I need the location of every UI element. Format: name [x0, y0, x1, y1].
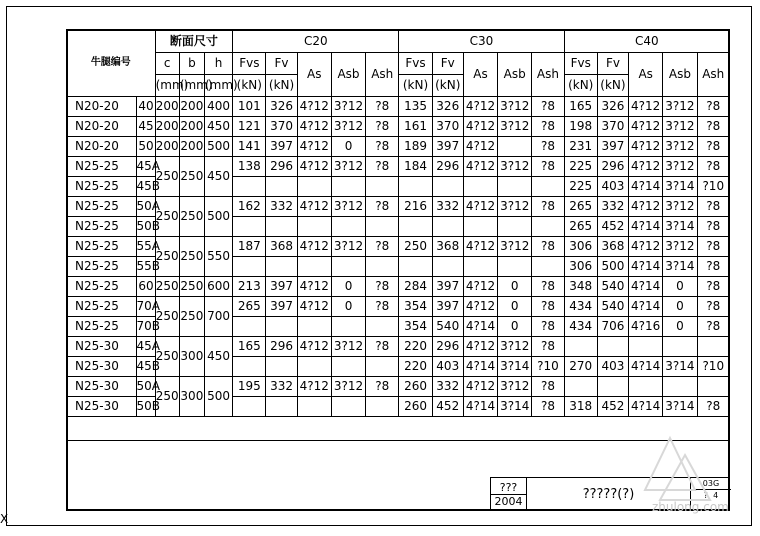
- c30-value: 4?14: [463, 397, 497, 417]
- c30-value: 332: [432, 377, 463, 397]
- c30-value: 397: [432, 277, 463, 297]
- c20-value: 0: [331, 297, 365, 317]
- c20-value: 3?12: [331, 337, 365, 357]
- c30-value: 370: [432, 117, 463, 137]
- title-block-page-a: ?: [703, 491, 709, 500]
- c20-value: 3?12: [331, 97, 365, 117]
- section-unit: (mm): [155, 75, 179, 97]
- c20-value: 332: [266, 197, 297, 217]
- title-block-label: [491, 478, 527, 511]
- c30-value: 403: [432, 357, 463, 377]
- c30-value: 4?12: [463, 117, 497, 137]
- section-dim: 250: [179, 157, 204, 197]
- bracket-code: N20-20: [67, 97, 137, 117]
- c20-value: 296: [266, 337, 297, 357]
- bracket-code: N25-30: [67, 397, 137, 417]
- column-header-ash: Ash: [697, 53, 729, 97]
- section-dim: 200: [179, 97, 204, 117]
- c40-value: 265: [564, 197, 597, 217]
- c40-value: 231: [564, 137, 597, 157]
- c30-value: 4?12: [463, 277, 497, 297]
- title-block-title: ?????(?): [527, 478, 691, 511]
- c30-value: 0: [498, 317, 532, 337]
- c40-value: 540: [597, 297, 628, 317]
- section-dim: 250: [155, 197, 179, 237]
- c30-value: 216: [399, 197, 432, 217]
- bracket-suffix: 45: [136, 117, 155, 137]
- c40-value: 3?14: [663, 177, 697, 197]
- bracket-code: N25-25: [67, 177, 137, 197]
- c30-value: 161: [399, 117, 432, 137]
- c20-value: ?8: [366, 237, 399, 257]
- c30-value: 4?12: [463, 157, 497, 177]
- c30-value: 4?12: [463, 197, 497, 217]
- c30-value: 397: [432, 137, 463, 157]
- section-dim: 250: [179, 297, 204, 337]
- c30-value: 3?12: [498, 157, 532, 177]
- c20-value: 4?12: [297, 197, 331, 217]
- c30-value: ?8: [532, 277, 564, 297]
- c40-value: 0: [663, 277, 697, 297]
- c30-value: 3?12: [498, 197, 532, 217]
- c40-value: ?8: [697, 257, 729, 277]
- c30-value: 260: [399, 377, 432, 397]
- column-header-fvs: Fvs: [233, 53, 266, 75]
- c40-value: ?8: [697, 317, 729, 337]
- bracket-code: N25-25: [67, 157, 137, 177]
- column-header-asb: Asb: [663, 53, 697, 97]
- c30-value: 4?12: [463, 297, 497, 317]
- c20-value: 213: [233, 277, 266, 297]
- bracket-suffix: 70B: [136, 317, 155, 337]
- c40-value: 3?12: [663, 117, 697, 137]
- c30-value: 189: [399, 137, 432, 157]
- c20-value: 4?12: [297, 277, 331, 297]
- c40-value: 4?14: [629, 217, 663, 237]
- c30-value: ?8: [532, 397, 564, 417]
- c30-value: 3?14: [498, 357, 532, 377]
- c20-value: 4?12: [297, 97, 331, 117]
- c40-value: 4?16: [629, 317, 663, 337]
- c30-value: 4?12: [463, 97, 497, 117]
- c40-value: ?8: [697, 297, 729, 317]
- c40-value: 306: [564, 237, 597, 257]
- column-header-ash: Ash: [366, 53, 399, 97]
- c30-value: 452: [432, 397, 463, 417]
- section-dim: 250: [155, 237, 179, 277]
- c30-value: 4?12: [463, 337, 497, 357]
- c40-value: ?10: [697, 357, 729, 377]
- c40-value: 265: [564, 217, 597, 237]
- c40-value: 198: [564, 117, 597, 137]
- c30-value: 284: [399, 277, 432, 297]
- c40-value: 500: [597, 257, 628, 277]
- c40-value: 4?14: [629, 257, 663, 277]
- section-dim: 200: [155, 97, 179, 117]
- column-unit: (kN): [597, 75, 628, 97]
- bracket-suffix: 45A: [136, 157, 155, 177]
- c40-value: 4?12: [629, 137, 663, 157]
- c20-value: ?8: [366, 117, 399, 137]
- column-header-asb: Asb: [498, 53, 532, 97]
- bracket-suffix: 50B: [136, 397, 155, 417]
- c20-value: 4?12: [297, 377, 331, 397]
- c40-value: 4?14: [629, 297, 663, 317]
- c20-value: 187: [233, 237, 266, 257]
- bracket-suffix: 45B: [136, 357, 155, 377]
- c20-value: 3?12: [331, 157, 365, 177]
- c20-value: ?8: [366, 157, 399, 177]
- section-dim: 200: [155, 117, 179, 137]
- c30-value: 3?12: [498, 377, 532, 397]
- c30-value: 368: [432, 237, 463, 257]
- section-dim: 200: [179, 137, 204, 157]
- c30-value: 184: [399, 157, 432, 177]
- bracket-code: N25-25: [67, 297, 137, 317]
- section-dim: 250: [179, 197, 204, 237]
- c40-value: 403: [597, 177, 628, 197]
- bracket-suffix: 50A: [136, 377, 155, 397]
- c40-value: 4?14: [629, 177, 663, 197]
- c40-value: ?8: [697, 97, 729, 117]
- c30-value: 397: [432, 297, 463, 317]
- bracket-code: N25-25: [67, 257, 137, 277]
- column-unit: (kN): [399, 75, 432, 97]
- c20-value: 3?12: [331, 377, 365, 397]
- c30-value: 250: [399, 237, 432, 257]
- c30-value: 354: [399, 297, 432, 317]
- column-header-fv: Fv: [597, 53, 628, 75]
- group-header-c20: C20: [233, 30, 399, 53]
- c20-value: 332: [266, 377, 297, 397]
- bracket-code: N25-25: [67, 237, 137, 257]
- c30-value: 540: [432, 317, 463, 337]
- column-header-asb: Asb: [331, 53, 365, 97]
- c30-value: 4?12: [463, 377, 497, 397]
- c20-value: 4?12: [297, 297, 331, 317]
- c40-value: 4?12: [629, 97, 663, 117]
- c40-value: 306: [564, 257, 597, 277]
- c40-value: 0: [663, 297, 697, 317]
- c40-value: ?8: [697, 217, 729, 237]
- c30-value: ?8: [532, 117, 564, 137]
- c30-value: ?8: [532, 337, 564, 357]
- title-block-year: 2004: [491, 494, 526, 508]
- c40-value: 4?12: [629, 117, 663, 137]
- c40-value: 4?12: [629, 157, 663, 177]
- c20-value: 3?12: [331, 197, 365, 217]
- c30-value: ?8: [532, 297, 564, 317]
- c30-value: 4?14: [463, 357, 497, 377]
- c40-value: 4?14: [629, 397, 663, 417]
- column-unit: (kN): [233, 75, 266, 97]
- c20-value: 397: [266, 277, 297, 297]
- section-unit: (mm): [179, 75, 204, 97]
- section-dim: 500: [204, 137, 232, 157]
- c40-value: 3?12: [663, 237, 697, 257]
- c40-value: ?8: [697, 237, 729, 257]
- c30-value: 4?12: [463, 137, 497, 157]
- c20-value: 138: [233, 157, 266, 177]
- c40-value: 4?12: [629, 237, 663, 257]
- c20-value: 4?12: [297, 117, 331, 137]
- c40-value: 318: [564, 397, 597, 417]
- c40-value: 3?14: [663, 217, 697, 237]
- c40-value: 403: [597, 357, 628, 377]
- c40-value: 706: [597, 317, 628, 337]
- c30-value: ?8: [532, 97, 564, 117]
- section-dim: 450: [204, 117, 232, 137]
- c40-value: 4?12: [629, 197, 663, 217]
- c40-value: 225: [564, 177, 597, 197]
- section-header: 断面尺寸: [155, 30, 233, 53]
- column-header-fv: Fv: [432, 53, 463, 75]
- c40-value: 296: [597, 157, 628, 177]
- section-dim: 500: [204, 377, 232, 417]
- c40-value: 3?14: [663, 257, 697, 277]
- c20-value: 326: [266, 97, 297, 117]
- c40-value: ?10: [697, 177, 729, 197]
- c20-value: 162: [233, 197, 266, 217]
- c30-value: 296: [432, 337, 463, 357]
- c20-value: 3?12: [331, 237, 365, 257]
- c40-value: 3?14: [663, 357, 697, 377]
- c30-value: 220: [399, 337, 432, 357]
- c20-value: ?8: [366, 197, 399, 217]
- c30-value: ?8: [532, 317, 564, 337]
- c20-value: ?8: [366, 97, 399, 117]
- section-dim: 250: [155, 157, 179, 197]
- column-header-fvs: Fvs: [399, 53, 432, 75]
- bracket-suffix: 50: [136, 137, 155, 157]
- c30-value: 0: [498, 297, 532, 317]
- column-unit: (kN): [564, 75, 597, 97]
- c30-value: ?10: [532, 357, 564, 377]
- c40-value: ?8: [697, 277, 729, 297]
- c20-value: 368: [266, 237, 297, 257]
- column-header-as: As: [463, 53, 497, 97]
- section-dim: 250: [179, 237, 204, 277]
- section-unit: (mm): [204, 75, 232, 97]
- c40-value: ?8: [697, 397, 729, 417]
- c30-value: ?8: [532, 137, 564, 157]
- bracket-suffix: 55B: [136, 257, 155, 277]
- c30-value: 332: [432, 197, 463, 217]
- c30-value: 296: [432, 157, 463, 177]
- section-dim: 300: [179, 337, 204, 377]
- c20-value: 4?12: [297, 137, 331, 157]
- c40-value: 3?12: [663, 197, 697, 217]
- c30-value: 135: [399, 97, 432, 117]
- margin-mark: X: [0, 512, 9, 526]
- c20-value: 397: [266, 137, 297, 157]
- column-unit: (kN): [432, 75, 463, 97]
- c40-value: 3?12: [663, 137, 697, 157]
- c30-value: ?8: [532, 197, 564, 217]
- c30-value: 326: [432, 97, 463, 117]
- column-header-as: As: [297, 53, 331, 97]
- watermark-text: zhulong.com: [652, 500, 729, 514]
- column-header-ash: Ash: [532, 53, 564, 97]
- section-dim: 600: [204, 277, 232, 297]
- c20-value: ?8: [366, 337, 399, 357]
- title-block-page-b: 4: [713, 491, 719, 500]
- section-dim: 550: [204, 237, 232, 277]
- c30-value: 0: [498, 277, 532, 297]
- bracket-code: N25-30: [67, 357, 137, 377]
- c40-value: 326: [597, 97, 628, 117]
- section-col-header: b: [179, 53, 204, 75]
- section-col-header: c: [155, 53, 179, 75]
- code-header: 牛腿编号: [67, 30, 156, 97]
- section-dim: 250: [179, 277, 204, 297]
- bracket-code: N25-25: [67, 277, 137, 297]
- c20-value: 165: [233, 337, 266, 357]
- c20-value: 121: [233, 117, 266, 137]
- c30-value: ?8: [532, 377, 564, 397]
- section-dim: 200: [155, 137, 179, 157]
- c20-value: 4?12: [297, 337, 331, 357]
- c30-value: 220: [399, 357, 432, 377]
- c30-value: 3?14: [498, 397, 532, 417]
- c30-value: ?8: [532, 157, 564, 177]
- c20-value: ?8: [366, 297, 399, 317]
- c40-value: ?8: [697, 117, 729, 137]
- c30-value: 3?12: [498, 97, 532, 117]
- bracket-code: N25-25: [67, 217, 137, 237]
- section-dim: 500: [204, 197, 232, 237]
- column-header-fvs: Fvs: [564, 53, 597, 75]
- c40-value: 452: [597, 217, 628, 237]
- c20-value: 265: [233, 297, 266, 317]
- c40-value: 4?14: [629, 357, 663, 377]
- section-dim: 300: [179, 377, 204, 417]
- c20-value: 4?12: [297, 157, 331, 177]
- c40-value: 452: [597, 397, 628, 417]
- bracket-code: N25-30: [67, 337, 137, 357]
- section-dim: 200: [179, 117, 204, 137]
- bracket-suffix: 40: [136, 97, 155, 117]
- c40-value: 4?14: [629, 277, 663, 297]
- c20-value: ?8: [366, 277, 399, 297]
- c40-value: 370: [597, 117, 628, 137]
- c20-value: 195: [233, 377, 266, 397]
- bracket-code: N20-20: [67, 117, 137, 137]
- c20-value: 0: [331, 277, 365, 297]
- bracket-code: N20-20: [67, 137, 137, 157]
- c40-value: 368: [597, 237, 628, 257]
- c40-value: 332: [597, 197, 628, 217]
- c40-value: ?8: [697, 137, 729, 157]
- bracket-suffix: 45B: [136, 177, 155, 197]
- section-dim: 250: [155, 297, 179, 337]
- c20-value: 141: [233, 137, 266, 157]
- section-dim: 450: [204, 337, 232, 377]
- c30-value: 4?12: [463, 237, 497, 257]
- c20-value: 296: [266, 157, 297, 177]
- c20-value: 3?12: [331, 117, 365, 137]
- column-unit: (kN): [266, 75, 297, 97]
- c20-value: ?8: [366, 137, 399, 157]
- c20-value: 370: [266, 117, 297, 137]
- section-col-header: h: [204, 53, 232, 75]
- bracket-suffix: 50B: [136, 217, 155, 237]
- section-dim: 250: [155, 337, 179, 377]
- section-dim: 450: [204, 157, 232, 197]
- c40-value: 397: [597, 137, 628, 157]
- c40-value: ?8: [697, 157, 729, 177]
- c40-value: 3?14: [663, 397, 697, 417]
- section-dim: 250: [155, 377, 179, 417]
- c30-value: 3?12: [498, 117, 532, 137]
- c30-value: 3?12: [498, 337, 532, 357]
- bracket-code: N25-25: [67, 317, 137, 337]
- bracket-code: N25-25: [67, 197, 137, 217]
- c20-value: 0: [331, 137, 365, 157]
- bracket-suffix: 45A: [136, 337, 155, 357]
- group-header-c40: C40: [564, 30, 729, 53]
- c40-value: 434: [564, 297, 597, 317]
- c20-value: ?8: [366, 377, 399, 397]
- c30-value: 3?12: [498, 237, 532, 257]
- column-header-fv: Fv: [266, 53, 297, 75]
- title-block-ref-top: 03G: [691, 478, 731, 490]
- bracket-code: N25-30: [67, 377, 137, 397]
- c40-value: 540: [597, 277, 628, 297]
- c40-value: 3?12: [663, 97, 697, 117]
- c20-value: 101: [233, 97, 266, 117]
- c40-value: 3?12: [663, 157, 697, 177]
- title-block-label-top: ???: [499, 481, 518, 494]
- section-dim: 700: [204, 297, 232, 337]
- c30-value: 260: [399, 397, 432, 417]
- section-dim: 400: [204, 97, 232, 117]
- section-dim: 250: [155, 277, 179, 297]
- c30-value: 354: [399, 317, 432, 337]
- c20-value: 397: [266, 297, 297, 317]
- c40-value: 225: [564, 157, 597, 177]
- c40-value: 165: [564, 97, 597, 117]
- bracket-suffix: 50A: [136, 197, 155, 217]
- c40-value: 348: [564, 277, 597, 297]
- c40-value: 270: [564, 357, 597, 377]
- group-header-c30: C30: [399, 30, 564, 53]
- bracket-suffix: 70A: [136, 297, 155, 317]
- c30-value: ?8: [532, 237, 564, 257]
- c20-value: 4?12: [297, 237, 331, 257]
- c40-value: 0: [663, 317, 697, 337]
- column-header-as: As: [629, 53, 663, 97]
- bracket-suffix: 55A: [136, 237, 155, 257]
- c30-value: 4?14: [463, 317, 497, 337]
- c40-value: 434: [564, 317, 597, 337]
- c40-value: ?8: [697, 197, 729, 217]
- bracket-suffix: 60: [136, 277, 155, 297]
